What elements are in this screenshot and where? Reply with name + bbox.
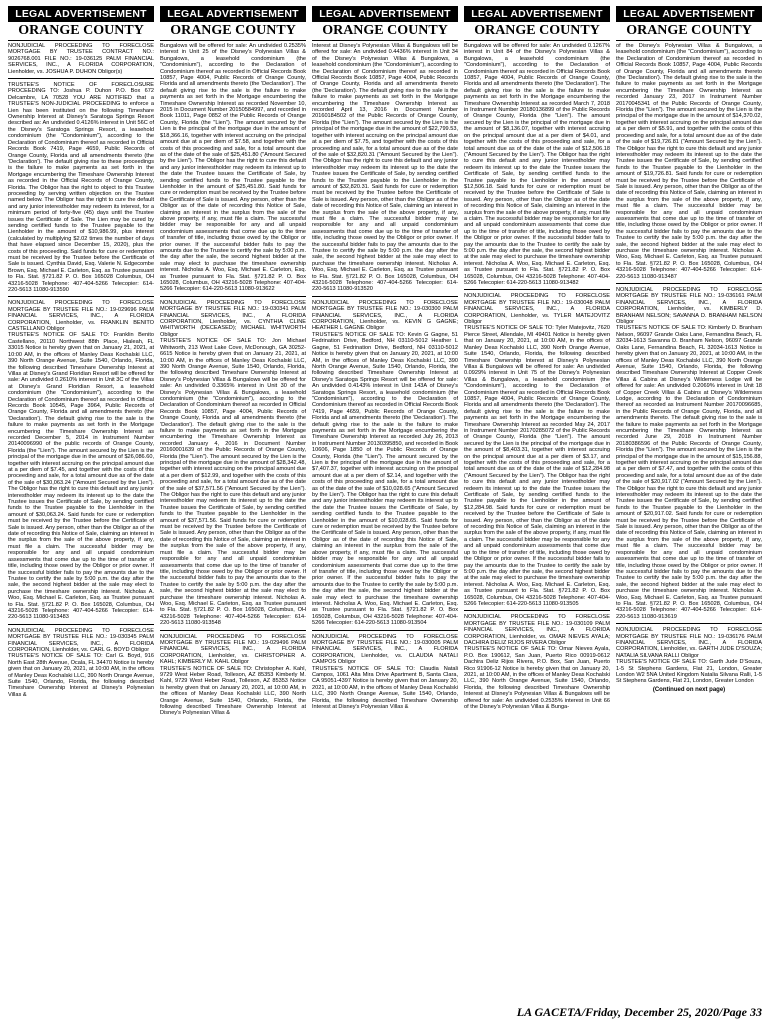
notice: TRUSTEE'S NOTICE OF SALE TO: Garth Jude D'Souza, 1-5 St Stephens Gardens, Flat 21, London, Greater London W2 5NA United Kingdom Natalia Silvana Ralli, 1-5 St Stephens Gardens, Flat 21, London, Greater London bbox=[616, 659, 762, 685]
notice: TRUSTEE'S NOTICE OF FORECLOSURE PROCEEDING TO: Joshua P. Duhon P.O. Box 672 Delcambre, LA 70528 YOU ARE NOTIFIED that a TRUSTEE'S NON-JUDICIAL PROCEEDING to enforce a Lien has been instituted on the following Timeshare Ownership Interest at Disney's Saratoga Springs Resort described as: An undivided 0.4126% interest in Unit 56C of the Disney's Saratoga Springs Resort, a leasehold condominium (the "Condominium"), according to the Declaration of Condominium thereof as recorded in Official Records Book 7419, Page 4659, Public Records of Orange County, Florida and all amendments thereto (the 'Declaration'). The default giving rise to these proceedings is the failure to make payments as set forth in the Mortgage encumbering the Timeshare Ownership Interest as recorded in the Official Records of Orange County, Florida. The Obligor has the right to object to this Trustee proceeding by serving written objection on the Trustee named below. The Obligor has the right to cure the default and any junior interestholder may redeem its interest, for a minimum period of forty-five (45) days until the Trustee issues the Certificate of Sale. The Lien may be cured by sending certified funds to the Trustee payable to the Lienholder in the amount of $10,986.99, plus interest (calculated by multiplying $2.02 times the number of days that have elapsed since December 15, 2020), plus the costs of this proceeding. Said funds for cure or redemption must be received by the Trustee before the Certificate of Sale is issued. Cynthia David, Esq. Valerie N. Edgecombe Brown, Esq. Michael E. Carleton, Esq. as Trustee pursuant to Fla. Stat. §721.82 P. O. Box 165028 Columbus, OH 43216-5028 Telephone: 407-404-5266 Telecopier: 614-220-5613 11080-913590 bbox=[8, 82, 154, 294]
notice: TRUSTEE'S NOTICE OF SALE TO: Jon Michael Whitworth, 213 West Lake Cove, McDonough, GA 30252-6615 Notice is hereby given that on January 21, 2021, at 10:00 AM, in the offices of Manley Deas Kochalski LLC, 390 North Orange Avenue, Suite 1540, Orlando, Florida, the following described Timeshare Ownership Interest at Disney's Polynesian Villas & Bungalows will be offered for sale: An undivided 0.3365% interest in Unit 30 of the Disney's Polynesian Villas & Bungalows, a leasehold condominium (the "Condominium"), according to the Declaration of Condominium thereof as recorded in Official Records Book 10857, Page 4004, Public Records of Orange County, Florida and all amendments thereto (the 'Declaration'). The default giving rise to the sale is the failure to make payments as set forth in the Mortgage encumbering the Timeshare Ownership Interest as recorded January 4, 2016 in Document Number 20160001639 of the Public Records of Orange County, Florida (the "Lien"). The amount secured by the Lien is the principal of the mortgage due in the amount of $28,342.48, together with interest accruing on the principal amount due at a per diem of $12.99, and together with the costs of this proceeding and sale, for a total amount due as of the date of the sale of $37,571.56 ("Amount Secured by the Lien"). The Obligor has the right to cure this default and any junior interestholder may redeem its interest up to the date the Trustee issues the Certificate of Sale, by sending certified funds to the Trustee payable to the Lienholder in the amount of $37,571.56. Said funds for cure or redemption must be received by the Trustee before the Certificate of Sale is issued. Any person, other than the Obligor as of the date of recording this Notice of Sale, claiming an interest in the surplus from the sale of the above property, if any, must file a claim. The successful bidder may be responsible for any and all unpaid condominium assessments that come due up to the time of transfer of title, including those owed by the Obligor or prior owner. If the successful bidder fails to pay the amounts due to the Trustee to certify the sale by 5:00 p.m. the day after the sale, the second highest bidder at the sale may elect to purchase the timeshare ownership interest. Nicholas A. Woo, Esq. Michael E. Carleton, Esq. as Trustee pursuant to Fla. Stat. §721.82 P. O. Box 165028, Columbus, OH 43216-5028 Telephone: 407-404-5266 Telecopier: 614-220-5613 11080-913548 bbox=[160, 338, 306, 627]
notice: Bungalows will be offered for sale: An undivided 0.1267% interest in Unit 84 of the Disney's Polynesian Villas & Bungalows, a leasehold condominium (the "Condominium"), according to the Declaration of Condominium thereof as recorded in Official Records Book 10857, Page 4004, Public Records of Orange County, Florida and all amendments thereto (the 'Declaration'). The default giving rise to the sale is the failure to make payments as set forth in the Mortgage encumbering the Timeshare Ownership Interest as recorded March 7, 2018 in Instrument Number 20180136899 of the Public Records of Orange County, Florida (the "Lien"). The amount secured by the Lien is the principal of the mortgage due in the amount of $8,136.07, together with interest accruing on the principal amount due at a per diem of $4.01, and together with the costs of this proceeding and sale, for a total amount due as of the date of the sale of $12,506.18 ("Amount Secured by the Lien"). The Obligor has the right to cure this default and any junior interestholder may redeem its interest up to the date the Trustee issues the Certificate of Sale, by sending certified funds to the Trustee payable to the Lienholder in the amount of $12,506.18. Said funds for cure or redemption must be received by the Trustee before the Certificate of Sale is issued. Any person, other than the Obligor as of the date of recording this Notice of Sale, claiming an interest in the surplus from the sale of the above property, if any, must file a claim. The successful bidder may be responsible for any and all unpaid condominium assessments that come due up to the time of transfer of title, including those owed by the Obligor or prior owner. If the successful bidder fails to pay the amounts due to the Trustee to certify the sale by 5:00 p.m. the day after the sale, the second highest bidder at the sale may elect to purchase the timeshare ownership interest. Nicholas A. Woo, Esq. Michael E. Carleton, Esq. as Trustee pursuant to Fla. Stat. §721.82 P. O. Box 165028, Columbus, OH 43216-5028 Telephone: 407-404-5266 Telecopier: 614-220-5613 11080-913482 bbox=[464, 43, 610, 287]
notice: NONJUDICIAL PROCEEDING TO FORECLOSE MORTGAGE BY TRUSTEE FILE NO.: 19-030345 PALM FINANCIAL SERVICES, INC., A FLORIDA CORPORATION, Lienholder, vs. CARL G. BOYD Obligor bbox=[8, 627, 154, 653]
notice: Bungalows will be offered for sale: An undivided 0.2535% interest in Unit 25 of the Disney's Polynesian Villas & Bungalows, a leasehold condominium (the "Condominium"), according to the Declaration of Condominium thereof as recorded in Official Records Book 10857, Page 4004, Public Records of Orange County, Florida and all amendments thereto (the 'Declaration'). The default giving rise to the sale is the failure to make payments as set forth in the Mortgage encumbering the Timeshare Ownership Interest as recorded November 10, 2015 in Document Number 20150584997, and recorded in Book 11011, Page 0852 of the Public Records of Orange County, Florida (the "Lien"). The amount secured by the Lien is the principal of the mortgage due in the amount of $18,366.16, together with interest accruing on the principal amount due at a per diem of $7.58, and together with the costs of this proceeding and sale, for a total amount due as of the date of the sale of $25,451.80 ("Amount Secured by the Lien"). The Obligor has the right to cure this default and any junior interestholder may redeem its interest up to the date the Trustee issues the Certificate of Sale, by sending certified funds to the Trustee payable to the Lienholder in the amount of $25,451.80. Said funds for cure or redemption must be received by the Trustee before the Certificate of Sale is issued. Any person, other than the Obligor as of the date of recording this Notice of Sale, claiming an interest in the surplus from the sale of the above property, if any, must file a claim. The successful bidder may be responsible for any and all unpaid condominium assessments that come due up to the time of transfer of title, including those owed by the Obligor or prior owner. If the successful bidder fails to pay the amounts due to the Trustee to certify the sale by 5:00 p.m. the day after the sale, the second highest bidder at the sale may elect to purchase the timeshare ownership interest. Nicholas A. Woo, Esq. Michael E. Carleton, Esq. as Trustee pursuant to Fla. Stat. §721.82 P. O. Box 165028, Columbus, OH 43216-5028 Telephone: 407-404-5266 Telecopier: 614-220-5613 11080-913622 bbox=[160, 43, 306, 293]
column-body bbox=[616, 43, 762, 693]
notice: TRUSTEE'S NOTICE OF SALE TO: Tyler Matejovitz, 7620 Pierce Street, Allendale, MI 49401 Notice is hereby given that on January 20, 2021, at 10:00 AM, in the offices of Manley Deas Kochalski LLC, 390 North Orange Avenue, Suite 1540, Orlando, Florida, the following described Timeshare Ownership Interest at Disney's Polynesian Villas & Bungalows will be offered for sale: An undivided 0.0929% interest in Unit 75 of the Disney's Polynesian Villas & Bungalows, a leasehold condominium (the "Condominium"), according to the Declaration of Condominium thereof as recorded in Official Records Book 10857, Page 4004, Public Records of Orange County, Florida and all amendments thereto (the 'Declaration'). The default giving rise to the sale is the failure to make payments as set forth in the Mortgage encumbering the Timeshare Ownership Interest as recorded May 24, 2017 in Instrument Number 20170285072 of the Public Records of Orange County, Florida (the "Lien"). The amount secured by the Lien is the principal of the mortgage due in the amount of $8,403.31, together with interest accruing on the principal amount due at a per diem of $3.17, and together with the costs of this proceeding and sale, for a total amount due as of the date of the sale of $12,284.98 ("Amount Secured by the Lien"). The Obligor has the right to cure this default and any junior interestholder may redeem its interest up to the date the Trustee issues the Certificate of Sale, by sending certified funds to the Trustee payable to the Lienholder in the amount of $12,284.98. Said funds for cure or redemption must be received by the Trustee before the Certificate of Sale is issued. Any person, other than the Obligor as of the date of recording this Notice of Sale, claiming an interest in the surplus from the sale of the above property, if any, must file a claim. The successful bidder may be responsible for any and all unpaid condominium assessments that come due up to the time of transfer of title, including those owed by the Obligor or prior owner. If the successful bidder fails to pay the amounts due to the Trustee to certify the sale by 5:00 p.m. the day after the sale, the second highest bidder at the sale may elect to purchase the timeshare ownership interest. Nicholas A. Woo, Esq. Michael E. Carleton, Esq. as Trustee pursuant to Fla. Stat. §721.82 P. O. Box 165028, Columbus, OH 43216-5028 Telephone: 407-404-5266 Telecopier: 614-220-5613 11080-913505 bbox=[464, 325, 610, 607]
notice: NONJUDICIAL PROCEEDING TO FORECLOSE MORTGAGE BY TRUSTEE FILE NO.: 19-030109 PALM FINANCIAL SERVICES, INC., A FLORIDA CORPORATION, Lienholder, vs. OMAR NIEVES AYALA; DACHIRA DELIZ RIJOS RIVERA Obligor bbox=[464, 614, 610, 646]
notice: TRUSTEE'S NOTICE OF SALE TO: Carl G. Boyd, 916 North East 28th Avenue, Ocala, FL 34470 Notice is hereby given that on January 20, 2021, at 10:00 AM, in the offices of Manley Deas Kochalski LLC, 390 North Orange Avenue, Suite 1540, Orlando, Florida, the following described Timeshare Ownership Interest at Disney's Polynesian Villas & bbox=[8, 653, 154, 698]
column-header: LEGAL ADVERTISEMENT bbox=[8, 6, 154, 22]
notice: NONJUDICIAL PROCEEDING TO FORECLOSE MORTGAGE BY TRUSTEE FILE NO.: 19-029496 PALM FINANCIAL SERVICES, INC., A FLORIDA CORPORATION, Lienholder, vs. CHRISTOPHER A. KAHL; KIMBERLY M. KAHL Obligor bbox=[160, 633, 306, 666]
newspaper-page bbox=[8, 6, 762, 1018]
divider bbox=[616, 283, 762, 284]
divider bbox=[8, 624, 154, 625]
legal-columns bbox=[8, 6, 762, 1006]
county-heading: ORANGE COUNTY bbox=[464, 22, 610, 41]
notice: TRUSTEE'S NOTICE OF SALE TO: Christopher A. Kahl, 9729 West Heber Road, Tolleson, AZ 85353 Kimberly M. Kahl, 9729 West Heber Road, Tolleson, AZ 85353 Notice is hereby given that on January 20, 2021, at 10:00 AM, in the offices of Manley Deas Kochalski LLC, 390 North Orange Avenue, Suite 1540, Orlando, Florida, the following described Timeshare Ownership Interest at Disney's Polynesian Villas & bbox=[160, 665, 306, 717]
column-header: LEGAL ADVERTISEMENT bbox=[464, 6, 610, 22]
divider bbox=[464, 289, 610, 290]
divider bbox=[312, 296, 458, 297]
column-2 bbox=[160, 6, 306, 1006]
column-5 bbox=[616, 6, 762, 1006]
divider bbox=[616, 623, 762, 624]
notice: NONJUDICIAL PROCEEDING TO FORECLOSE MORTGAGE BY TRUSTEE FILE NO.: 19-030341 PALM FINANCIAL SERVICES, INC., A FLORIDA CORPORATION, Lienholder, vs. CYNTHIA CLINE WHITWORTH (DECEASED); MICHAEL WHITWORTH Obligor bbox=[160, 299, 306, 338]
notice: NONJUDICIAL PROCEEDING TO FORECLOSE MORTGAGE BY TRUSTEE FILE NO.: 19-029696 PALM FINANCIAL SERVICES, INC., A FLORIDA CORPORATION, Lienholder, vs. FRANKLIN BENITO CASTELLANO Obligor bbox=[8, 300, 154, 333]
divider bbox=[8, 296, 154, 297]
notice: TRUSTEE'S NOTICE OF SALE TO: Omar Nieves Ayala, P.O. Box 190612, San Juan, Puerto Rico 00919-0612 Dachira Deliz Rijos Rivera, P.O. Box, San Juan, Puerto Rico 91906-12 Notice is hereby given that on January 20, 2021, at 10:00 AM, in the offices of Manley Deas Kochalski LLC, 390 North Orange Avenue, Suite 1540, Orlando, Florida, the following described Timeshare Ownership Interest at Disney's Polynesian Villas & Bungalows will be offered for sale: An undivided 0.2535% interest in Unit 66 of the Disney's Polynesian Villas & Bunga- bbox=[464, 646, 610, 711]
notice: TRUSTEE'S NOTICE OF SALE TO: Kimberly D. Branham Nelson, 96097 Grande Oaks Lane, Fernandina Beach, FL 32034-1613 Savanna D. Branham Nelson, 96097 Grande Oaks Lane, Fernandina Beach, FL 32034-1613 Notice is hereby given that on January 20, 2021, at 10:00 AM, in the offices of Manley Deas Kochalski LLC, 390 North Orange Avenue, Suite 1540, Orlando, Florida, the following described Timeshare Ownership Interest at Copper Creek Villas & Cabins at Disney's Wilderness Lodge will be offered for sale: An undivided 0.2069% interest in Unit 18 of Copper Creek Villas & Cabins at Disney's Wilderness Lodge, according to the Declaration of Condominium thereof as recorded as Instrument Number 20170096685, in the Public Records of Orange County, Florida, and all amendments thereto. The default giving rise to the sale is the failure to make payments as set forth in the Mortgage encumbering the Timeshare Ownership Interest as recorded June 29, 2018 in Instrument Number 20180386596 of the Public Records of Orange County, Florida (the "Lien"). The amount secured by the Lien is the principal of the mortgage due in the amount of $15,156.88, together with interest accruing on the principal amount due at a per diem of $7.47, and together with the costs of this proceeding and sale, for a total amount due as of the date of the sale of $20,917.02 ("Amount Secured by the Lien"). The Obligor has the right to cure this default and any junior interestholder may redeem its interest up to the date the Trustee issues the Certificate of Sale, by sending certified funds to the Trustee payable to the Lienholder in the amount of $20,917.02. Said funds for cure or redemption must be received by the Trustee before the Certificate of Sale is issued. Any person, other than the Obligor as of the date of recording this Notice of Sale, claiming an interest in the surplus from the sale of the above property, if any, must file a claim. The successful bidder may be responsible for any and all unpaid condominium assessments that come due up to the time of transfer of title, including those owed by the Obligor or prior owner. If the successful bidder fails to pay the amounts due to the Trustee to certify the sale by 5:00 p.m. the day after the sale, the second highest bidder at the sale may elect to purchase the timeshare ownership interest. Nicholas A. Woo, Esq. Michael E. Carleton, Esq. as Trustee pursuant to Fla. Stat. §721.82 P. O. Box 165028, Columbus, OH 43216-5028 Telephone: 407-404-5266 Telecopier: 614-220-5613 11080-913619 bbox=[616, 325, 762, 620]
notice: NONJUDICIAL PROCEEDING TO FORECLOSE MORTGAGE BY TRUSTEE FILE NO.: 19-036176 PALM FINANCIAL SERVICES, INC., A FLORIDA CORPORATION, Lienholder, vs. GARTH JUDE D'SOUZA; NATALIA SILVANA RALLI Obligor bbox=[616, 627, 762, 659]
notice: NONJUDICIAL PROCEEDING TO FORECLOSE MORTGAGE BY TRUSTEE FILE NO.: 19-030048 PALM FINANCIAL SERVICES, INC., A FLORIDA CORPORATION, Lienholder, vs. TYLER MATEJOVITZ Obligor bbox=[464, 293, 610, 326]
column-body bbox=[8, 43, 154, 698]
column-body bbox=[464, 43, 610, 710]
column-header: LEGAL ADVERTISEMENT bbox=[160, 6, 306, 22]
divider bbox=[8, 78, 154, 79]
column-body bbox=[312, 43, 458, 710]
column-header: LEGAL ADVERTISEMENT bbox=[616, 6, 762, 22]
column-header: LEGAL ADVERTISEMENT bbox=[312, 6, 458, 22]
county-heading: ORANGE COUNTY bbox=[160, 22, 306, 41]
divider bbox=[312, 630, 458, 631]
county-heading: ORANGE COUNTY bbox=[8, 22, 154, 41]
column-3 bbox=[312, 6, 458, 1006]
notice: TRUSTEE'S NOTICE OF SALE TO: Franklin Benito Castellano, 20110 Northwest 88th Place, Hialeah, FL 33015 Notice is hereby given that on January 21, 2021, at 10:00 AM, in the offices of Manley Deas Kochalski LLC, 390 North Orange Avenue, Suite 1540, Orlando, Florida, the following described Timeshare Ownership Interest at Villas at Disney's Grand Floridian Resort will be offered for sale: An undivided 0.2610% interest in Unit 3C of the Villas at Disney's Grand Floridian Resort, a leasehold condominium (the "Condominium"), according to the Declaration of Condominium thereof as recorded in Official Records Book 10545, Page 3964, Public Records of Orange County, Florida and all amendments thereto (the 'Declaration'). The default giving rise to the sale is the failure to make payments as set forth in the Mortgage encumbering the Timeshare Ownership Interest as recorded December 5, 2014 in Instrument Number 20140096990 of the public records of Orange County, Florida (the "Lien"). The amount secured by the Lien is the principal of the mortgage due in the amount of $26,086.60, together with interest accruing on the principal amount due at a per diem of $7.45, and together with the costs of this proceeding and sale, for a total amount due as of the date of the sale of $30,063.24 ("Amount Secured by the Lien"). The Obligor has the right to cure this default and any junior interestholder may redeem its interest up to the date the Trustee issues the Certificate of Sale, by sending certified funds to the Trustee payable to the Lienholder in the amount of $30,063.24. Said funds for cure or redemption must be received by the Trustee before the Certificate of Sale is issued. Any person, other than the Obligor as of the date of recording this Notice of Sale, claiming an interest in the surplus from the sale of the above property, if any, must file a claim. The successful bidder may be responsible for any and all unpaid condominium assessments that come due up to the time of transfer of title, including those owed by the Obligor or prior owner. If the successful bidder fails to pay the amounts due to the Trustee to certify the sale by 5:00 p.m. the day after the sale, the second highest bidder at the sale may elect to purchase the timeshare ownership interest. Nicholas A. Woo, Esq. Michael E. Carleton, Esq. as Trustee pursuant to Fla. Stat. §721.82 P. O. Box 165028, Columbus, OH 43216-5028 Telephone: 407-404-5266 Telecopier: 614-220-5613 11080-913483 bbox=[8, 332, 154, 621]
column-1 bbox=[8, 6, 154, 1006]
notice: NONJUDICIAL PROCEEDING TO FORECLOSE MORTGAGE BY TRUSTEE FILE NO.: 19-030300 PALM FINANCIAL SERVICES, INC., A FLORIDA CORPORATION, Lienholder, vs. KEVIN G GAGNE; HEATHER L GAGNE Obligor bbox=[312, 299, 458, 332]
notice: of the Disney's Polynesian Villas & Bungalows, a leasehold condominium (the "Condominium"), according to the Declaration of Condominium thereof as recorded in Official Records Book 10857, Page 4004, Public Records of Orange County, Florida and all amendments thereto (the 'Declaration'). The default giving rise to the sale is the failure to make payments as set forth in the Mortgage encumbering the Timeshare Ownership Interest as recorded January 23, 2017 in Instrument Number 20170045341 of the Public Records of Orange County, Florida (the "Lien"). The amount secured by the Lien is the principal of the mortgage due in the amount of $14,370.02, together with interest accruing on the principal amount due at a per diem of $5.91, and together with the costs of this proceeding and sale, for a total amount due as of the date of the sale of $19,726.81 ("Amount Secured by the Lien"). The Obligor has the right to cure this default and any junior interestholder may redeem its interest up to the date the Trustee issues the Certificate of Sale, by sending certified funds to the Trustee payable to the Lienholder in the amount of $19,726.81. Said funds for cure or redemption must be received by the Trustee before the Certificate of Sale is issued. Any person, other than the Obligor as of the date of recording this Notice of Sale, claiming an interest in the surplus from the sale of the above property, if any, must file a claim. The successful bidder may be responsible for any and all unpaid condominium assessments that come due up to the time of transfer of title, including those owed by the Obligor or prior owner. If the successful bidder fails to pay the amounts due to the Trustee to certify the sale by 5:00 p.m. the day after the sale, the second highest bidder at the sale may elect to purchase the timeshare ownership interest. Nicholas A. Woo, Esq. Michael E. Carleton, Esq. as Trustee pursuant to Fla. Stat. §721.82 P. O. Box 165028, Columbus, OH 43216-5028 Telephone: 407-404-5266 Telecopier: 614-220-5613 11080-913487 bbox=[616, 43, 762, 280]
notice: TRUSTEE'S NOTICE OF SALE TO: Kevin G Gagne, 51 Fedrination Drive, Bedford, NH 03110-5012 Heather L Gagne, 51 Fedrination Drive, Bedford, NH 03110-5012 Notice is hereby given that on January 20, 2021, at 10:00 AM, in the offices of Manley Deas Kochalski LLC, 390 North Orange Avenue, Suite 1540, Orlando, Florida, the following described Timeshare Ownership Interest at Disney's Saratoga Springs Resort will be offered for sale: An undivided 0.4143% interest in Unit 143A of Disney's Saratoga Springs Resort, a leasehold condominium (the "Condominium"), according to the Declaration of Condominium thereof as recorded in Official Records Book 7419, Page 4659, Public Records of Orange County, Florida and all amendments thereto (the 'Declaration'). The default giving rise to the sale is the failure to make payments as set forth in the Mortgage encumbering the Timeshare Ownership Interest as recorded July 26, 2013 in Instrument Number 20130395850, and recorded in Book 10606, Page 1850 of the Public Records of Orange County, Florida (the "Lien"). The amount secured by the Lien is the principal of the mortgage due in the amount of $7,407.37, together with interest accruing on the principal amount due at a per diem of $2.14, and together with the costs of this proceeding and sale, for a total amount due as of the date of the sale of $10,028.65 ("Amount Secured by the Lien"). The Obligor has the right to cure this default and any junior interestholder may redeem its interest up to the date the Trustee issues the Certificate of Sale, by sending certified funds to the Trustee payable to the Lienholder in the amount of $10,028.65. Said funds for cure or redemption must be received by the Trustee before the Certificate of Sale is issued. Any person, other than the Obligor as of the date of recording this Notice of Sale, claiming an interest in the surplus from the sale of the above property, if any, must file a claim. The successful bidder may be responsible for any and all unpaid condominium assessments that come due up to the time of transfer of title, including those owed by the Obligor or prior owner. If the successful bidder fails to pay the amounts due to the Trustee to certify the sale by 5:00 p.m. the day after the sale, the second highest bidder at the sale may elect to purchase the timeshare ownership interest. Nicholas A. Woo, Esq. Michael E. Carleton, Esq. as Trustee pursuant to Fla. Stat. §721.82 P. O. Box 165028, Columbus, OH 43216-5028 Telephone: 407-404-5266 Telecopier: 614-220-5613 11080-913504 bbox=[312, 331, 458, 627]
county-heading: ORANGE COUNTY bbox=[312, 22, 458, 41]
notice: TRUSTEE'S NOTICE OF SALE TO: Claudia Natali Campos, 1061 Alta Mira Drive Apartment B, Santa Clara, CA 95051-4397 Notice is hereby given that on January 20, 2021, at 10:00 AM, in the offices of Manley Deas Kochalski LLC, 390 North Orange Avenue, Suite 1540, Orlando, Florida, the following described Timeshare Ownership Interest at Disney's Polynesian Villas & bbox=[312, 665, 458, 711]
notice: NONJUDICIAL PROCEEDING TO FORECLOSE MORTGAGE BY TRUSTEE CONTRACT NO.: 9026768.001 FILE NO.: 19-036125 PALM FINANCIAL SERVICES, INC., A FLORIDA CORPORATION, Lienholder, vs. JOSHUA P. DUHON Obligor(s) bbox=[8, 43, 154, 75]
column-body bbox=[160, 43, 306, 717]
divider bbox=[160, 630, 306, 631]
divider bbox=[464, 610, 610, 611]
continued-note: (Continued on next page) bbox=[652, 686, 726, 693]
notice: NONJUDICIAL PROCEEDING TO FORECLOSE MORTGAGE BY TRUSTEE FILE NO.: 19-030005 PALM FINANCIAL SERVICES, INC., A FLORIDA CORPORATION, Lienholder, vs. CLAUDIA NATALI CAMPOS Obligor bbox=[312, 633, 458, 666]
page-footer: LA GACETA/Friday, December 25, 2020/Page 33 bbox=[516, 1005, 762, 1019]
county-heading: ORANGE COUNTY bbox=[616, 22, 762, 41]
divider bbox=[160, 296, 306, 297]
notice: NONJUDICIAL PROCEEDING TO FORECLOSE MORTGAGE BY TRUSTEE FILE NO.: 19-036161 PALM FINANCIAL SERVICES, INC., A FLORIDA CORPORATION, Lienholder, vs. KIMBERLY D. BRANHAM NELSON; SAVANNA D. BRANHAM NELSON Obligor bbox=[616, 287, 762, 326]
column-4 bbox=[464, 6, 610, 1006]
notice: Interest at Disney's Polynesian Villas & Bungalows will be offered for sale: An undivided 0.4436% interest in Unit 34 of the Disney's Polynesian Villas & Bungalows, a leasehold condominium (the "Condominium"), according to the Declaration of Condominium thereof as recorded in Official Records Book 10857, Page 4004, Public Records of Orange County, Florida and all amendments thereto (the 'Declaration'). The default giving rise to the sale is the failure to make payments as set forth in the Mortgage encumbering the Timeshare Ownership Interest as recorded April 13, 2016 in Document Number 20160184502 of the Public Records of Orange County, Florida (the "Lien"). The amount secured by the Lien is the principal of the mortgage due in the amount of $22,799.53, together with interest accruing on the principal amount due at a per diem of $7.75, and together with the costs of this proceeding and sale, for a total amount due as of the date of the sale of $32,820.31 ("Amount Secured by the Lien"). The Obligor has the right to cure this default and any junior interestholder may redeem its interest up to the date the Trustee issues the Certificate of Sale, by sending certified funds to the Trustee payable to the Lienholder in the amount of $32,820.31. Said funds for cure or redemption must be received by the Trustee before the Certificate of Sale is issued. Any person, other than the Obligor as of the date of recording this Notice of Sale, claiming an interest in the surplus from the sale of the above property, if any, must file a claim. The successful bidder may be responsible for any and all unpaid condominium assessments that come due up to the time of transfer of title, including those owed by the Obligor or prior owner. If the successful bidder fails to pay the amounts due to the Trustee to certify the sale by 5:00 p.m. the day after the sale, the second highest bidder at the sale may elect to purchase the timeshare ownership interest. Nicholas A. Woo, Esq. Michael E. Carleton, Esq. as Trustee pursuant to Fla. Stat. §721.82 P. O. Box 165028, Columbus, OH 43216-5028 Telephone: 407-404-5266 Telecopier: 614-220-5613 11080-913520 bbox=[312, 43, 458, 293]
